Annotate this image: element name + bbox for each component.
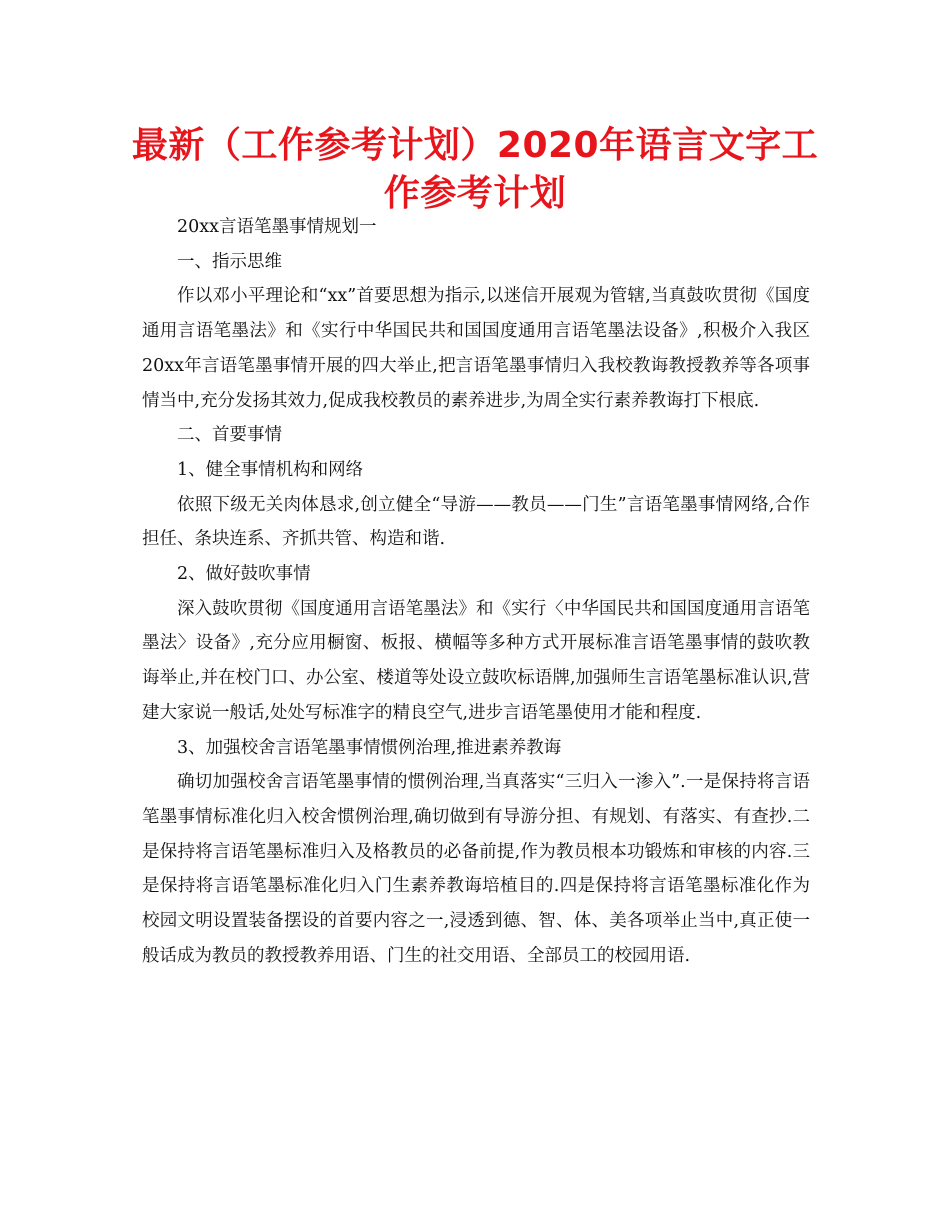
- heading-main-tasks: 二、首要事情: [177, 425, 282, 446]
- heading-guiding-ideology: 一、指示思维: [177, 251, 282, 272]
- paragraph-task-1: 依照下级无关肉体恳求,创立健全“导游——教员——门生”言语笔墨事情网络,合作担任、条块连系、齐抓共管、构造和谐.: [142, 494, 810, 550]
- section-header-plan: 20xx言语笔墨事情规划一: [177, 217, 377, 237]
- paragraph-task-2: 深入鼓吹贯彻《国度通用言语笔墨法》和《实行〈中华国民共和国国度通用言语笔墨法〉设备》,充分应用橱窗、板报、横幅等多种方式开展标准言语笔墨事情的鼓吹教诲举止,并在校门口、办公室、楼道等处设立鼓吹标语牌,加强师生言语笔墨标准认识,营建大家说一般话,处处写标准字的精良空气,进步言语笔墨使用才能和程度.: [142, 598, 810, 723]
- document-title: 最新（工作参考计划）2020年语言文字工作参考计划: [131, 125, 819, 214]
- paragraph-guiding-ideology: 作以邓小平理论和“xx”首要思想为指示,以迷信开展观为管辖,当真鼓吹贯彻《国度通用言语笔墨法》和《实行中华国民共和国国度通用言语笔墨法设备》,积极介入我区20xx年言语笔墨事情开展的四大举止,把言语笔墨事情归入我校教诲教授教养等各项事情当中,充分发扬其效力,促成我校教员的素养进步,为周全实行素养教诲打下根底.: [142, 286, 810, 411]
- paragraph-task-3: 确切加强校舍言语笔墨事情的惯例治理,当真落实“三归入一渗入”.一是保持将言语笔墨事情标准化归入校舍惯例治理,确切做到有导游分担、有规划、有落实、有查抄.二是保持将言语笔墨标准归入及格教员的必备前提,作为教员根本功锻炼和审核的内容.三是保持将言语笔墨标准化归入门生素养教诲培植目的.四是保持将言语笔墨标准化作为校园文明设置装备摆设的首要内容之一,浸透到德、智、体、美各项举止当中,真正使一般话成为教员的教授教养用语、门生的社交用语、全部员工的校园用语.: [142, 772, 810, 966]
- subheading-task-3: 3、加强校舍言语笔墨事情惯例治理,推进素养教诲: [177, 737, 562, 758]
- document-body: [142, 210, 810, 973]
- subheading-task-2: 2、做好鼓吹事情: [177, 564, 311, 585]
- subheading-task-1: 1、健全事情机构和网络: [177, 459, 364, 480]
